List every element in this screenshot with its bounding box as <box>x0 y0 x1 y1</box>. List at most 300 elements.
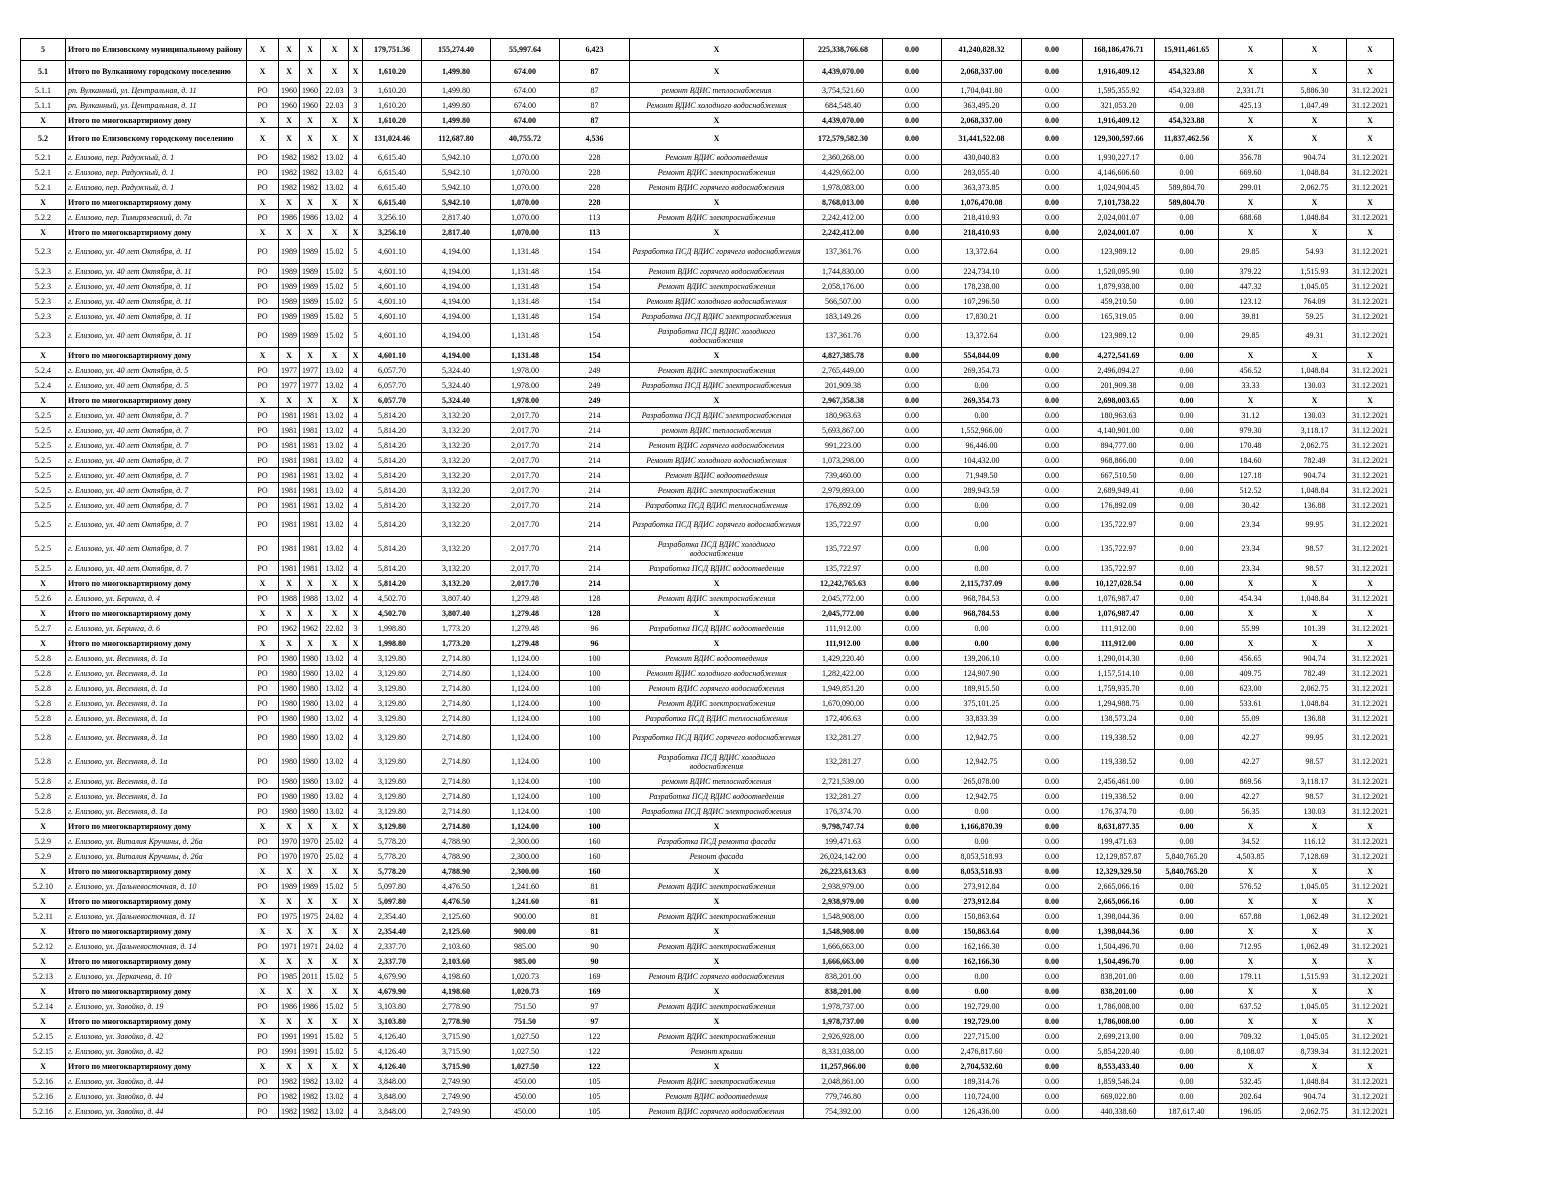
owner-funds-cell: 440,338.60 <box>1083 1104 1155 1119</box>
floors-cell: 4 <box>349 849 363 864</box>
work-type-cell: Разработка ПСД ВДИС электроснабжения <box>630 408 804 423</box>
local-funds-cell: 0.00 <box>1022 606 1083 621</box>
total-area-cell: 1,610.20 <box>363 61 422 83</box>
other-funds-cell: 0.00 <box>1155 165 1219 180</box>
ownership-form-cell: X <box>247 819 279 834</box>
year-overhaul-cell: 1980 <box>300 750 321 774</box>
local-funds-cell: 0.00 <box>1022 98 1083 113</box>
cost-per-sqm-cell: 127.18 <box>1219 468 1283 483</box>
owner-funds-cell: 8,631,877.35 <box>1083 819 1155 834</box>
floors-cell: 4 <box>349 834 363 849</box>
total-cost-cell: 26,024,142.00 <box>804 849 883 864</box>
regional-funds-cell: 107,296.50 <box>942 294 1022 309</box>
floors-cell: 4 <box>349 789 363 804</box>
ownership-form-cell: РО <box>247 294 279 309</box>
regional-funds-cell: 269,354.73 <box>942 363 1022 378</box>
ownership-form-cell: X <box>247 894 279 909</box>
owner-funds-cell: 1,595,355.92 <box>1083 83 1155 98</box>
federal-funds-cell: 0.00 <box>883 681 942 696</box>
row-number-cell: 5.2.16 <box>21 1104 66 1119</box>
cost-per-sqm-cell: 202.64 <box>1219 1089 1283 1104</box>
other-funds-cell: 454,323.88 <box>1155 83 1219 98</box>
completion-date-cell: 31.12.2021 <box>1347 210 1394 225</box>
living-area-cell: 1,499.80 <box>422 98 491 113</box>
local-funds-cell: 0.00 <box>1022 408 1083 423</box>
regional-funds-cell: 150,863.64 <box>942 924 1022 939</box>
other-funds-cell: 0.00 <box>1155 774 1219 789</box>
address-cell: г. Елизово, ул. 40 лет Октября, д. 5 <box>66 363 247 378</box>
table-row <box>21 324 1394 348</box>
work-type-cell: X <box>630 113 804 128</box>
wall-material-cell: 13.02 <box>321 537 349 561</box>
subtotal-row <box>21 128 1394 150</box>
table-row <box>21 1029 1394 1044</box>
year-built-cell: 1989 <box>279 264 300 279</box>
residents-cell: 169 <box>560 984 630 999</box>
living-area-cell: 4,194.00 <box>422 240 491 264</box>
table-row <box>21 681 1394 696</box>
owner-funds-cell: 2,456,461.00 <box>1083 774 1155 789</box>
completion-date-cell: 31.12.2021 <box>1347 483 1394 498</box>
other-funds-cell: 0.00 <box>1155 621 1219 636</box>
year-overhaul-cell: X <box>300 393 321 408</box>
year-built-cell: 1982 <box>279 150 300 165</box>
max-cost-per-sqm-cell: 8,739.34 <box>1283 1044 1347 1059</box>
wall-material-cell: 13.02 <box>321 651 349 666</box>
year-built-cell: X <box>279 576 300 591</box>
local-funds-cell: 0.00 <box>1022 924 1083 939</box>
common-area-cell: 900.00 <box>491 924 560 939</box>
work-type-cell: Ремонт ВДИС электроснабжения <box>630 591 804 606</box>
year-built-cell: X <box>279 128 300 150</box>
owner-funds-cell: 1,930,227.17 <box>1083 150 1155 165</box>
ownership-form-cell: РО <box>247 453 279 468</box>
completion-date-cell: 31.12.2021 <box>1347 378 1394 393</box>
year-built-cell: X <box>279 864 300 879</box>
wall-material-cell: 15.02 <box>321 969 349 984</box>
max-cost-per-sqm-cell: 904.74 <box>1283 1089 1347 1104</box>
regional-funds-cell: 0.00 <box>942 498 1022 513</box>
total-cost-cell: 4,439,070.00 <box>804 61 883 83</box>
local-funds-cell: 0.00 <box>1022 423 1083 438</box>
local-funds-cell: 0.00 <box>1022 113 1083 128</box>
ownership-form-cell: РО <box>247 1089 279 1104</box>
subtotal-row <box>21 195 1394 210</box>
local-funds-cell: 0.00 <box>1022 819 1083 834</box>
address-cell: г. Елизово, ул. Весенняя, д. 1а <box>66 726 247 750</box>
cost-per-sqm-cell: 637.52 <box>1219 999 1283 1014</box>
living-area-cell: 1,773.20 <box>422 636 491 651</box>
regional-funds-cell: 13,372.64 <box>942 324 1022 348</box>
wall-material-cell: 13.02 <box>321 453 349 468</box>
total-cost-cell: 566,507.00 <box>804 294 883 309</box>
regional-funds-cell: 0.00 <box>942 969 1022 984</box>
year-overhaul-cell: 1982 <box>300 150 321 165</box>
table-row <box>21 774 1394 789</box>
other-funds-cell: 0.00 <box>1155 969 1219 984</box>
federal-funds-cell: 0.00 <box>883 969 942 984</box>
total-area-cell: 5,778.20 <box>363 834 422 849</box>
total-cost-cell: 684,548.40 <box>804 98 883 113</box>
living-area-cell: 2,778.90 <box>422 1014 491 1029</box>
floors-cell: 4 <box>349 165 363 180</box>
residents-cell: 97 <box>560 1014 630 1029</box>
floors-cell: 3 <box>349 621 363 636</box>
regional-funds-cell: 31,441,522.08 <box>942 128 1022 150</box>
total-area-cell: 4,679.90 <box>363 984 422 999</box>
wall-material-cell: 13.02 <box>321 561 349 576</box>
ownership-form-cell: X <box>247 576 279 591</box>
address-cell: г. Елизово, ул. Завойко, д. 44 <box>66 1104 247 1119</box>
floors-cell: 4 <box>349 726 363 750</box>
total-cost-cell: 9,798,747.74 <box>804 819 883 834</box>
owner-funds-cell: 2,699,213.00 <box>1083 1029 1155 1044</box>
federal-funds-cell: 0.00 <box>883 636 942 651</box>
max-cost-per-sqm-cell: 130.03 <box>1283 804 1347 819</box>
living-area-cell: 1,499.80 <box>422 113 491 128</box>
floors-cell: X <box>349 864 363 879</box>
other-funds-cell: 11,837,462.56 <box>1155 128 1219 150</box>
work-type-cell: X <box>630 636 804 651</box>
max-cost-per-sqm-cell: 136.88 <box>1283 711 1347 726</box>
total-area-cell: 3,129.80 <box>363 726 422 750</box>
table-row <box>21 561 1394 576</box>
federal-funds-cell: 0.00 <box>883 834 942 849</box>
owner-funds-cell: 1,398,044.36 <box>1083 924 1155 939</box>
work-type-cell: Разработка ПСД ремонта фасада <box>630 834 804 849</box>
owner-funds-cell: 12,329,329.50 <box>1083 864 1155 879</box>
year-overhaul-cell: 1981 <box>300 468 321 483</box>
total-area-cell: 3,256.10 <box>363 210 422 225</box>
owner-funds-cell: 4,140,901.00 <box>1083 423 1155 438</box>
owner-funds-cell: 2,024,001.07 <box>1083 210 1155 225</box>
owner-funds-cell: 12,129,857.87 <box>1083 849 1155 864</box>
address-cell: г. Елизово, ул. Весенняя, д. 1а <box>66 789 247 804</box>
regional-funds-cell: 110,724.00 <box>942 1089 1022 1104</box>
residents-cell: 154 <box>560 294 630 309</box>
floors-cell: 5 <box>349 999 363 1014</box>
year-overhaul-cell: 2011 <box>300 969 321 984</box>
table-row <box>21 696 1394 711</box>
work-type-cell: Разработка ПСД ВДИС холодного водоснабжения <box>630 324 804 348</box>
common-area-cell: 2,017.70 <box>491 438 560 453</box>
total-cost-cell: 838,201.00 <box>804 984 883 999</box>
wall-material-cell: 15.02 <box>321 264 349 279</box>
ownership-form-cell: РО <box>247 483 279 498</box>
row-number-cell: X <box>21 225 66 240</box>
table-row <box>21 537 1394 561</box>
max-cost-per-sqm-cell: 2,062.75 <box>1283 180 1347 195</box>
address-cell: г. Елизово, ул. Завойко, д. 42 <box>66 1044 247 1059</box>
cost-per-sqm-cell: X <box>1219 636 1283 651</box>
owner-funds-cell: 669,022.80 <box>1083 1089 1155 1104</box>
year-built-cell: 1980 <box>279 774 300 789</box>
owner-funds-cell: 1,290,014.30 <box>1083 651 1155 666</box>
other-funds-cell: 0.00 <box>1155 819 1219 834</box>
total-cost-cell: 111,912.00 <box>804 636 883 651</box>
year-overhaul-cell: X <box>300 864 321 879</box>
living-area-cell: 2,714.80 <box>422 789 491 804</box>
address-cell: Итого по многоквартирному дому <box>66 348 247 363</box>
work-type-cell: X <box>630 39 804 61</box>
subtotal-row <box>21 864 1394 879</box>
other-funds-cell: 0.00 <box>1155 393 1219 408</box>
total-area-cell: 3,129.80 <box>363 711 422 726</box>
owner-funds-cell: 8,553,433.40 <box>1083 1059 1155 1074</box>
work-type-cell: X <box>630 606 804 621</box>
regional-funds-cell: 150,863.64 <box>942 909 1022 924</box>
total-area-cell: 5,097.80 <box>363 879 422 894</box>
owner-funds-cell: 1,916,409.12 <box>1083 113 1155 128</box>
completion-date-cell: 31.12.2021 <box>1347 1044 1394 1059</box>
total-cost-cell: 1,949,851.20 <box>804 681 883 696</box>
address-cell: г. Елизово, ул. 40 лет Октября, д. 7 <box>66 453 247 468</box>
floors-cell: X <box>349 1059 363 1074</box>
row-number-cell: 5.2.3 <box>21 264 66 279</box>
total-cost-cell: 8,331,038.00 <box>804 1044 883 1059</box>
completion-date-cell: X <box>1347 606 1394 621</box>
residents-cell: 160 <box>560 849 630 864</box>
total-area-cell: 1,610.20 <box>363 98 422 113</box>
year-overhaul-cell: 1991 <box>300 1044 321 1059</box>
work-type-cell: Разработка ПСД ВДИС горячего водоснабжения <box>630 513 804 537</box>
wall-material-cell: X <box>321 576 349 591</box>
local-funds-cell: 0.00 <box>1022 61 1083 83</box>
total-cost-cell: 1,548,908.00 <box>804 924 883 939</box>
federal-funds-cell: 0.00 <box>883 61 942 83</box>
floors-cell: X <box>349 61 363 83</box>
year-overhaul-cell: 1982 <box>300 180 321 195</box>
federal-funds-cell: 0.00 <box>883 408 942 423</box>
residents-cell: 154 <box>560 264 630 279</box>
completion-date-cell: 31.12.2021 <box>1347 711 1394 726</box>
ownership-form-cell: РО <box>247 264 279 279</box>
residents-cell: 96 <box>560 621 630 636</box>
total-area-cell: 4,601.10 <box>363 264 422 279</box>
max-cost-per-sqm-cell: 904.74 <box>1283 651 1347 666</box>
federal-funds-cell: 0.00 <box>883 1029 942 1044</box>
residents-cell: 81 <box>560 879 630 894</box>
total-area-cell: 4,502.70 <box>363 606 422 621</box>
other-funds-cell: 0.00 <box>1155 150 1219 165</box>
wall-material-cell: 15.02 <box>321 1044 349 1059</box>
local-funds-cell: 0.00 <box>1022 294 1083 309</box>
max-cost-per-sqm-cell: 2,062.75 <box>1283 681 1347 696</box>
cost-per-sqm-cell: X <box>1219 195 1283 210</box>
residents-cell: 214 <box>560 438 630 453</box>
table-row <box>21 999 1394 1014</box>
wall-material-cell: 13.02 <box>321 750 349 774</box>
federal-funds-cell: 0.00 <box>883 210 942 225</box>
local-funds-cell: 0.00 <box>1022 666 1083 681</box>
table-body <box>21 39 1394 1119</box>
local-funds-cell: 0.00 <box>1022 984 1083 999</box>
row-number-cell: 5.2.5 <box>21 453 66 468</box>
owner-funds-cell: 2,496,094.27 <box>1083 363 1155 378</box>
common-area-cell: 1,124.00 <box>491 711 560 726</box>
max-cost-per-sqm-cell: X <box>1283 225 1347 240</box>
floors-cell: 5 <box>349 879 363 894</box>
address-cell: рп. Вулканный, ул. Центральная, д. 11 <box>66 83 247 98</box>
cost-per-sqm-cell: X <box>1219 128 1283 150</box>
cost-per-sqm-cell: X <box>1219 225 1283 240</box>
living-area-cell: 4,194.00 <box>422 264 491 279</box>
owner-funds-cell: 10,127,028.54 <box>1083 576 1155 591</box>
completion-date-cell: 31.12.2021 <box>1347 279 1394 294</box>
common-area-cell: 985.00 <box>491 939 560 954</box>
residents-cell: 154 <box>560 348 630 363</box>
residents-cell: 4,536 <box>560 128 630 150</box>
regional-funds-cell: 126,436.00 <box>942 1104 1022 1119</box>
ownership-form-cell: X <box>247 606 279 621</box>
year-built-cell: 1981 <box>279 513 300 537</box>
living-area-cell: 5,942.10 <box>422 195 491 210</box>
federal-funds-cell: 0.00 <box>883 128 942 150</box>
residents-cell: 122 <box>560 1029 630 1044</box>
regional-funds-cell: 17,830.21 <box>942 309 1022 324</box>
common-area-cell: 900.00 <box>491 909 560 924</box>
common-area-cell: 985.00 <box>491 954 560 969</box>
living-area-cell: 4,788.90 <box>422 834 491 849</box>
other-funds-cell: 0.00 <box>1155 537 1219 561</box>
local-funds-cell: 0.00 <box>1022 894 1083 909</box>
local-funds-cell: 0.00 <box>1022 468 1083 483</box>
cost-per-sqm-cell: 454.34 <box>1219 591 1283 606</box>
work-type-cell: ремонт ВДИС теплоснабжения <box>630 423 804 438</box>
work-type-cell: X <box>630 984 804 999</box>
common-area-cell: 1,131.48 <box>491 264 560 279</box>
work-type-cell: Разработка ПСД ВДИС водоотведения <box>630 789 804 804</box>
completion-date-cell: X <box>1347 894 1394 909</box>
year-overhaul-cell: X <box>300 984 321 999</box>
row-number-cell: 5.2.8 <box>21 651 66 666</box>
owner-funds-cell: 123,989.12 <box>1083 240 1155 264</box>
residents-cell: 113 <box>560 210 630 225</box>
completion-date-cell: 31.12.2021 <box>1347 423 1394 438</box>
federal-funds-cell: 0.00 <box>883 711 942 726</box>
total-cost-cell: 2,967,358.38 <box>804 393 883 408</box>
owner-funds-cell: 838,201.00 <box>1083 969 1155 984</box>
cost-per-sqm-cell: 456.52 <box>1219 363 1283 378</box>
floors-cell: 4 <box>349 378 363 393</box>
year-built-cell: 1989 <box>279 294 300 309</box>
local-funds-cell: 0.00 <box>1022 537 1083 561</box>
federal-funds-cell: 0.00 <box>883 591 942 606</box>
ownership-form-cell: РО <box>247 789 279 804</box>
cost-per-sqm-cell: X <box>1219 1014 1283 1029</box>
ownership-form-cell: РО <box>247 1074 279 1089</box>
completion-date-cell: 31.12.2021 <box>1347 309 1394 324</box>
floors-cell: 4 <box>349 939 363 954</box>
year-built-cell: 1989 <box>279 324 300 348</box>
regional-funds-cell: 265,078.00 <box>942 774 1022 789</box>
total-cost-cell: 137,361.76 <box>804 240 883 264</box>
year-overhaul-cell: X <box>300 606 321 621</box>
living-area-cell: 4,194.00 <box>422 309 491 324</box>
wall-material-cell: X <box>321 819 349 834</box>
total-area-cell: 4,679.90 <box>363 969 422 984</box>
completion-date-cell: 31.12.2021 <box>1347 453 1394 468</box>
living-area-cell: 3,132.20 <box>422 576 491 591</box>
floors-cell: 4 <box>349 561 363 576</box>
floors-cell: 4 <box>349 438 363 453</box>
common-area-cell: 1,124.00 <box>491 750 560 774</box>
row-number-cell: X <box>21 924 66 939</box>
owner-funds-cell: 1,786,008.00 <box>1083 999 1155 1014</box>
owner-funds-cell: 119,338.52 <box>1083 789 1155 804</box>
table-row <box>21 264 1394 279</box>
floors-cell: 4 <box>349 363 363 378</box>
row-number-cell: 5.2.8 <box>21 681 66 696</box>
year-built-cell: X <box>279 195 300 210</box>
local-funds-cell: 0.00 <box>1022 621 1083 636</box>
cost-per-sqm-cell: 532.45 <box>1219 1074 1283 1089</box>
completion-date-cell: X <box>1347 128 1394 150</box>
wall-material-cell: 13.02 <box>321 438 349 453</box>
floors-cell: X <box>349 819 363 834</box>
living-area-cell: 3,132.20 <box>422 483 491 498</box>
row-number-cell: X <box>21 195 66 210</box>
wall-material-cell: 13.02 <box>321 774 349 789</box>
row-number-cell: 5.2.8 <box>21 711 66 726</box>
total-area-cell: 5,814.20 <box>363 483 422 498</box>
year-built-cell: 1985 <box>279 969 300 984</box>
row-number-cell: 5.2.3 <box>21 294 66 309</box>
common-area-cell: 1,027.50 <box>491 1059 560 1074</box>
total-cost-cell: 132,281.27 <box>804 750 883 774</box>
owner-funds-cell: 119,338.52 <box>1083 726 1155 750</box>
max-cost-per-sqm-cell: X <box>1283 924 1347 939</box>
row-number-cell: 5 <box>21 39 66 61</box>
max-cost-per-sqm-cell: 1,045.05 <box>1283 279 1347 294</box>
federal-funds-cell: 0.00 <box>883 39 942 61</box>
cost-per-sqm-cell: 356.78 <box>1219 150 1283 165</box>
floors-cell: X <box>349 128 363 150</box>
common-area-cell: 674.00 <box>491 113 560 128</box>
ownership-form-cell: X <box>247 1014 279 1029</box>
address-cell: г. Елизово, ул. Беринга, д. 6 <box>66 621 247 636</box>
max-cost-per-sqm-cell: 764.09 <box>1283 294 1347 309</box>
federal-funds-cell: 0.00 <box>883 909 942 924</box>
max-cost-per-sqm-cell: X <box>1283 348 1347 363</box>
floors-cell: X <box>349 954 363 969</box>
address-cell: Итого по многоквартирному дому <box>66 864 247 879</box>
living-area-cell: 112,687.80 <box>422 128 491 150</box>
row-number-cell: 5.2.8 <box>21 696 66 711</box>
total-area-cell: 5,814.20 <box>363 576 422 591</box>
completion-date-cell: X <box>1347 195 1394 210</box>
other-funds-cell: 0.00 <box>1155 408 1219 423</box>
regional-funds-cell: 189,915.50 <box>942 681 1022 696</box>
owner-funds-cell: 129,300,597.66 <box>1083 128 1155 150</box>
regional-funds-cell: 1,166,870.39 <box>942 819 1022 834</box>
wall-material-cell: 13.02 <box>321 696 349 711</box>
residents-cell: 154 <box>560 279 630 294</box>
floors-cell: 4 <box>349 468 363 483</box>
common-area-cell: 2,017.70 <box>491 576 560 591</box>
work-type-cell: Ремонт ВДИС электроснабжения <box>630 483 804 498</box>
other-funds-cell: 0.00 <box>1155 924 1219 939</box>
row-number-cell: 5.2.3 <box>21 240 66 264</box>
completion-date-cell: 31.12.2021 <box>1347 513 1394 537</box>
total-cost-cell: 779,746.80 <box>804 1089 883 1104</box>
living-area-cell: 3,132.20 <box>422 468 491 483</box>
federal-funds-cell: 0.00 <box>883 453 942 468</box>
regional-funds-cell: 12,942.75 <box>942 726 1022 750</box>
year-built-cell: 1980 <box>279 750 300 774</box>
wall-material-cell: 22.03 <box>321 83 349 98</box>
regional-funds-cell: 8,053,518.93 <box>942 849 1022 864</box>
